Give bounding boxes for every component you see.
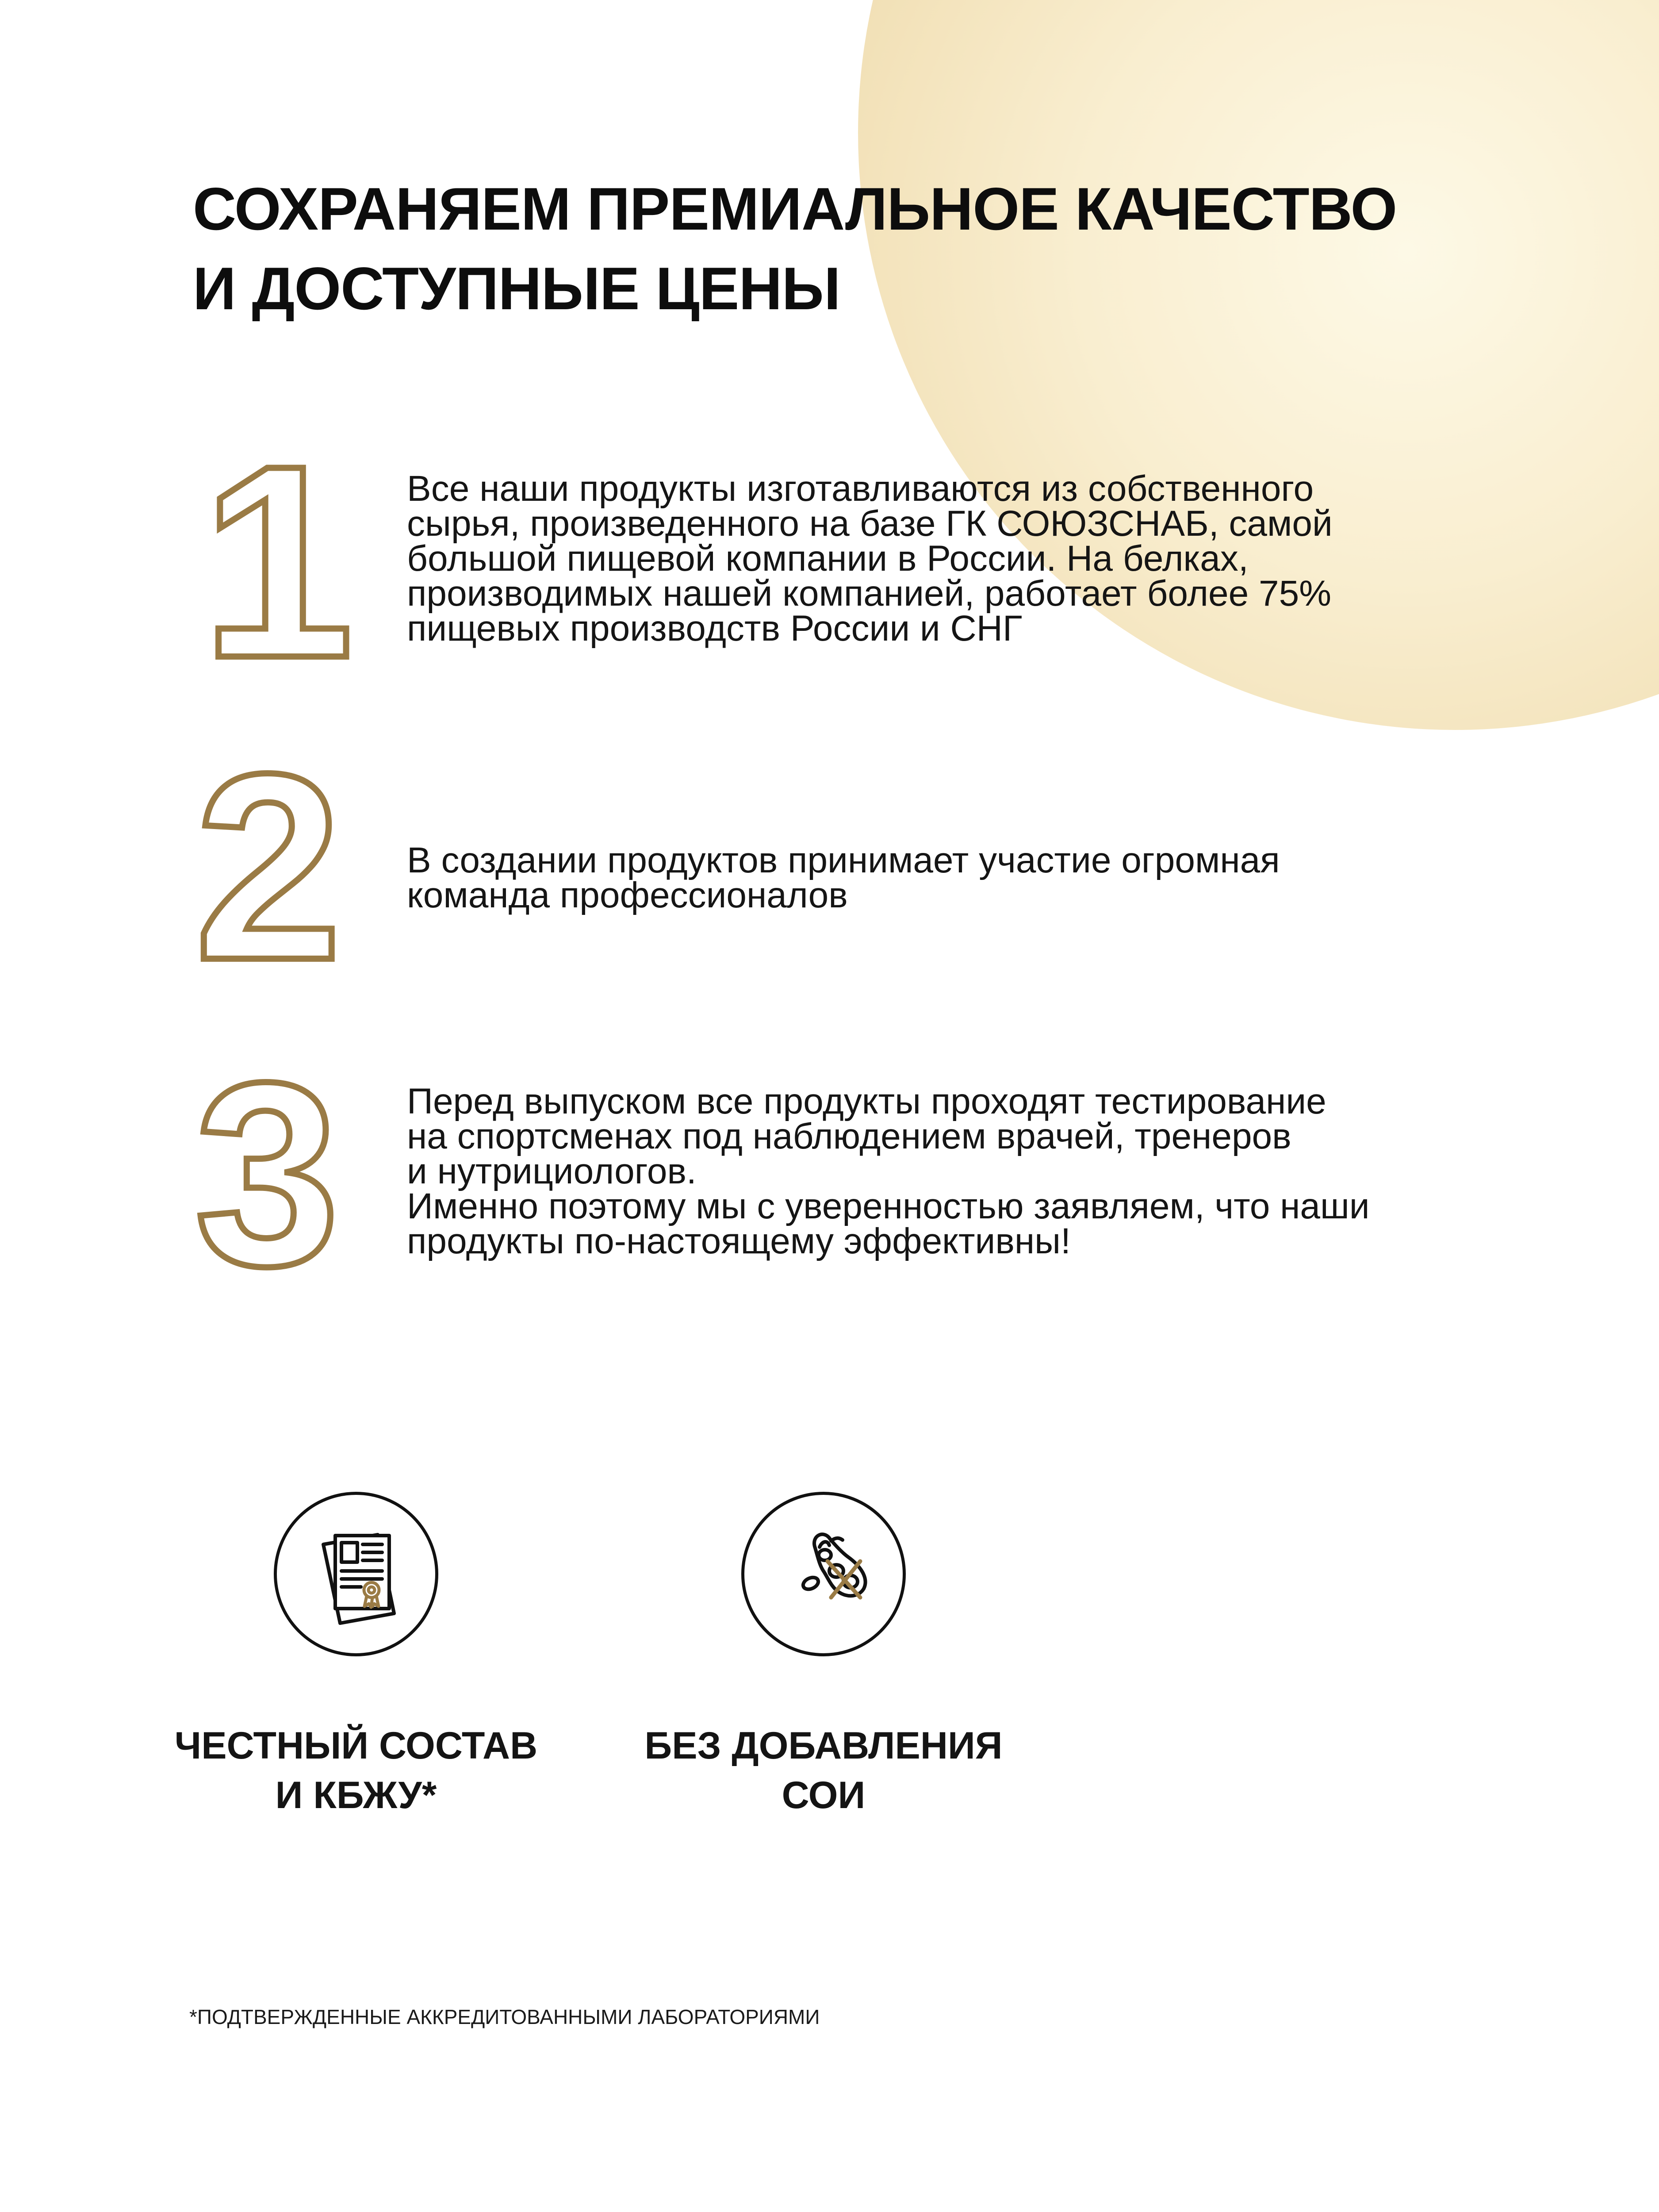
page-title-line-1: СОХРАНЯЕМ ПРЕМИАЛЬНОЕ КАЧЕСТВО <box>193 175 1397 242</box>
step-2-line: В создании продуктов принимает участие огромная <box>407 840 1280 880</box>
step-number-2: 2 <box>195 719 342 1015</box>
step-1-line: пищевых производств России и СНГ <box>407 608 1023 649</box>
step-number-3: 3 <box>195 1029 340 1320</box>
certificate-badge <box>274 1492 438 1656</box>
step-1-line: Все наши продукты изготавливаются из собственного <box>407 469 1314 509</box>
step-3-line: Перед выпуском все продукты проходят тестирование <box>407 1081 1326 1121</box>
step-1-text <box>407 469 1333 649</box>
page-title-line-2: И ДОСТУПНЫЕ ЦЕНЫ <box>193 255 840 322</box>
badge-1-label-line-1: ЧЕСТНЫЙ СОСТАВ <box>174 1724 538 1767</box>
badge-2-label-line-2: СОИ <box>782 1774 866 1816</box>
step-1-line: производимых нашей компанией, работает более 75% <box>407 573 1332 614</box>
badge-2-label-line-1: БЕЗ ДОБАВЛЕНИЯ <box>644 1724 1003 1767</box>
step-1-line: сырья, произведенного на базе ГК СОЮЗСНАБ, самой <box>407 503 1333 544</box>
footnote: *ПОДТВЕРЖДЕННЫЕ АККРЕДИТОВАННЫМИ ЛАБОРАТОРИЯМИ <box>189 2005 820 2028</box>
step-3-line: и нутрициологов. <box>407 1151 697 1191</box>
page-title <box>193 169 1397 328</box>
step-3-line: продукты по-настоящему эффективны! <box>407 1221 1071 1261</box>
no-soy-icon <box>744 1495 903 1653</box>
step-number-1: 1 <box>201 409 354 715</box>
step-3-line: на спортсменах под наблюдением врачей, тренеров <box>407 1116 1291 1156</box>
badge-1-label-line-2: И КБЖУ* <box>275 1774 437 1816</box>
step-2-text <box>407 840 1280 915</box>
step-1-line: большой пищевой компании в России. На белках, <box>407 538 1249 579</box>
step-3-line: Именно поэтому мы с уверенностью заявляем, что наши <box>407 1186 1370 1226</box>
badge-2-label <box>602 1721 1045 1820</box>
step-3-text <box>407 1081 1370 1261</box>
badge-1-label <box>135 1721 577 1820</box>
no-soy-badge <box>741 1492 906 1656</box>
certificate-icon <box>277 1495 435 1653</box>
step-2-line: команда профессионалов <box>407 875 848 915</box>
